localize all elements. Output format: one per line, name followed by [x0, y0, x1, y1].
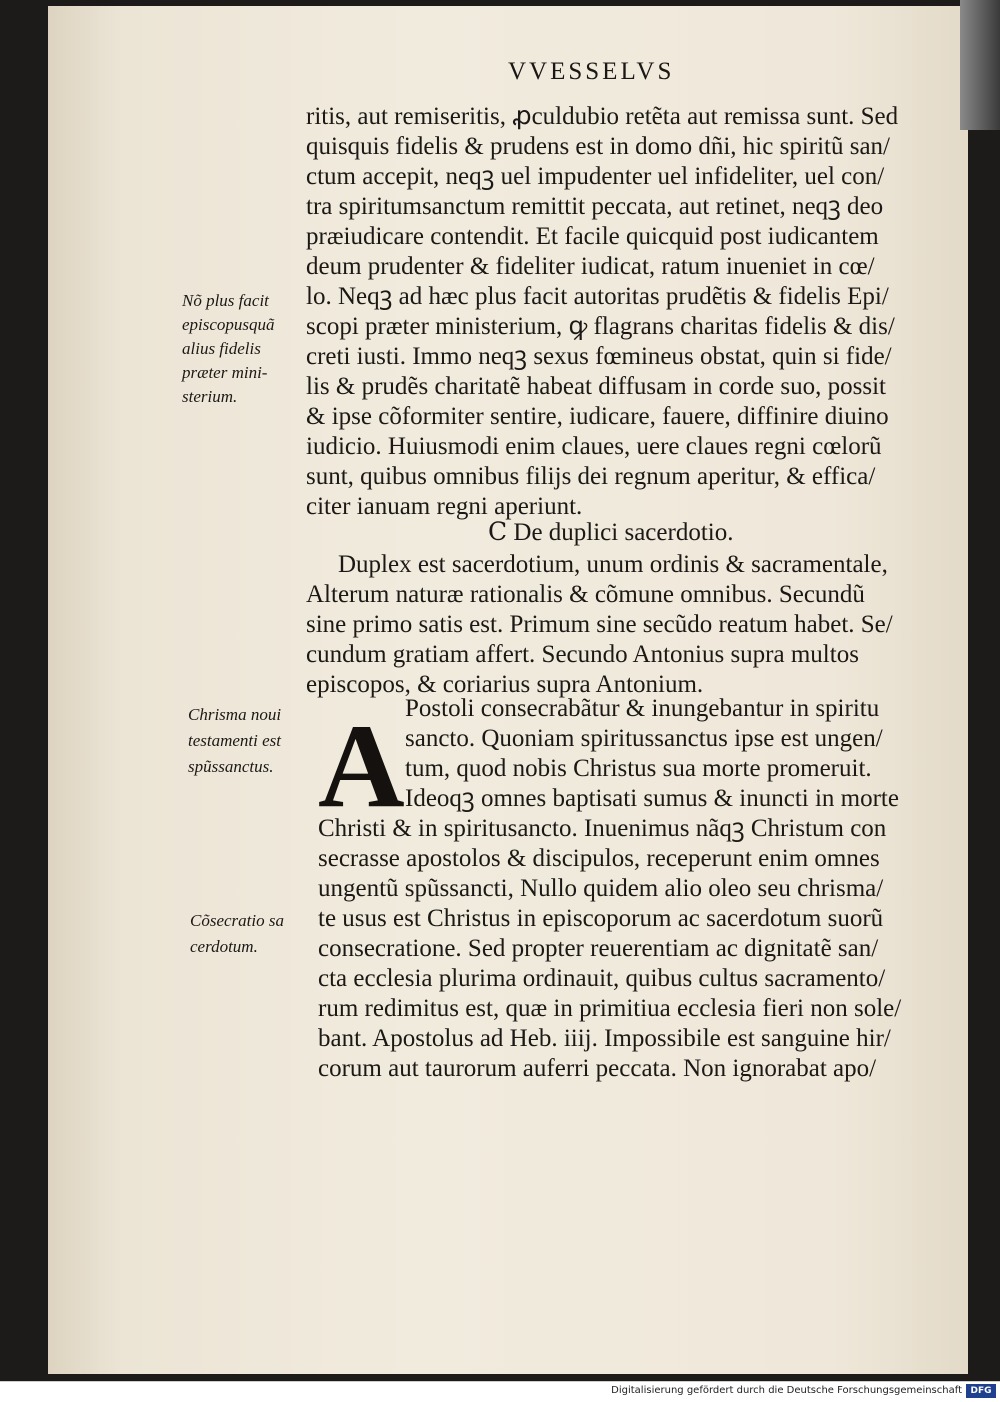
- margin-note-line: Nõ plus facit: [182, 291, 269, 310]
- body-line: corum aut taurorum auferri peccata. Non ignorabat apo/: [318, 1055, 877, 1082]
- body-line: secrasse apostolos & discipulos, receperunt enim omnes: [318, 845, 880, 872]
- body-line: lo. Neqꝫ ad hæc plus facit autoritas prudẽtis & fidelis Epi/: [306, 283, 889, 310]
- body-line: ctum accepit, neqꝫ uel impudenter uel infideliter, uel con/: [306, 163, 885, 190]
- body-line: cta ecclesia plurima ordinauit, quibus cultus sacramento/: [318, 965, 886, 992]
- body-line: tra spiritumsanctum remittit peccata, aut retinet, neqꝫ deo: [306, 193, 884, 220]
- margin-note-line: cerdotum.: [190, 937, 258, 956]
- dfg-logo: DFG: [966, 1384, 996, 1398]
- body-line: Duplex est sacerdotium, unum ordinis & sacramentale,: [338, 551, 888, 578]
- body-line: Alterum naturæ rationalis & cõmune omnibus. Secundũ: [306, 581, 865, 608]
- margin-note-line: Cõsecratio sa: [190, 911, 284, 930]
- body-line: iudicio. Huiusmodi enim claues, uere claues regni cœlorũ: [306, 433, 882, 460]
- body-line: te usus est Christus in episcoporum ac sacerdotum suorũ: [318, 905, 884, 932]
- body-line: cundum gratiam affert. Secundo Antonius supra multos: [306, 641, 859, 668]
- body-line: sancto. Quoniam spiritussanctus ipse est ungen/: [405, 725, 883, 752]
- body-line: ritis, aut remiseritis, ꝓculdubio retẽta aut remissa sunt. Sed: [306, 103, 899, 130]
- body-line: & ipse cõformiter sentire, iudicare, fauere, diffinire diuino: [306, 403, 889, 430]
- body-line: tum, quod nobis Christus sua morte promeruit.: [405, 755, 872, 782]
- body-line: quisquis fidelis & prudens est in domo dñi, hic spiritũ san/: [306, 133, 890, 160]
- body-line: scopi præter ministerium, ꝙ flagrans charitas fidelis & dis/: [306, 313, 895, 340]
- margin-note-line: testamenti est: [188, 731, 282, 750]
- body-line: Postoli consecrabãtur & inungebantur in spiritu: [405, 695, 880, 722]
- body-line: consecratione. Sed propter reuerentiam ac dignitatẽ san/: [318, 935, 879, 962]
- margin-note-line: spũssanctus.: [188, 757, 274, 776]
- section-heading-text: De duplici sacerdotio.: [513, 519, 734, 546]
- margin-note-line: Chrisma noui: [188, 705, 282, 724]
- body-line: Ideoqꝫ omnes baptisati sumus & inuncti in morte: [405, 785, 899, 812]
- body-line: citer ianuam regni aperiunt.: [306, 493, 583, 520]
- margin-note-line: præter mini-: [182, 363, 268, 382]
- body-line: præiudicare contendit. Et facile quicquid post iudicantem: [306, 223, 879, 250]
- body-line: episcopos, & coriarius supra Antonium.: [306, 671, 704, 698]
- body-line: lis & prudẽs charitatẽ habeat diffusam in corde suo, possit: [306, 373, 886, 400]
- margin-note-line: episcopusquã: [182, 315, 275, 334]
- body-line: ungentũ spũssancti, Nullo quidem alio oleo seu chrisma/: [318, 875, 884, 902]
- margin-note-line: sterium.: [182, 387, 238, 406]
- drop-capital: A: [318, 699, 405, 832]
- body-line: sunt, quibus omnibus filijs dei regnum aperitur, & effica/: [306, 463, 876, 490]
- pilcrow-icon: Ⅽ: [488, 519, 508, 546]
- body-line: sine primo satis est. Primum sine secũdo reatum habet. Se/: [306, 611, 893, 638]
- section-heading: [488, 518, 733, 548]
- margin-note-line: alius fidelis: [182, 339, 261, 358]
- body-line: bant. Apostolus ad Heb. iiij. Impossibile est sanguine hir/: [318, 1025, 891, 1052]
- footer-credit: Digitalisierung gefördert durch die Deutsche Forschungsgemeinschaft: [611, 1385, 962, 1396]
- body-line: creti iusti. Immo neqꝫ sexus fœmineus obstat, quin si fide/: [306, 343, 892, 370]
- body-line: rum redimitus est, quæ in primitiua ecclesia fieri non sole/: [318, 995, 902, 1022]
- running-head: VVESSELVS: [508, 58, 675, 85]
- body-line: Christi & in spiritusancto. Inuenimus nãqꝫ Christum con: [318, 815, 887, 842]
- body-line: deum prudenter & fideliter iudicat, ratum inueniet in cœ/: [306, 253, 875, 280]
